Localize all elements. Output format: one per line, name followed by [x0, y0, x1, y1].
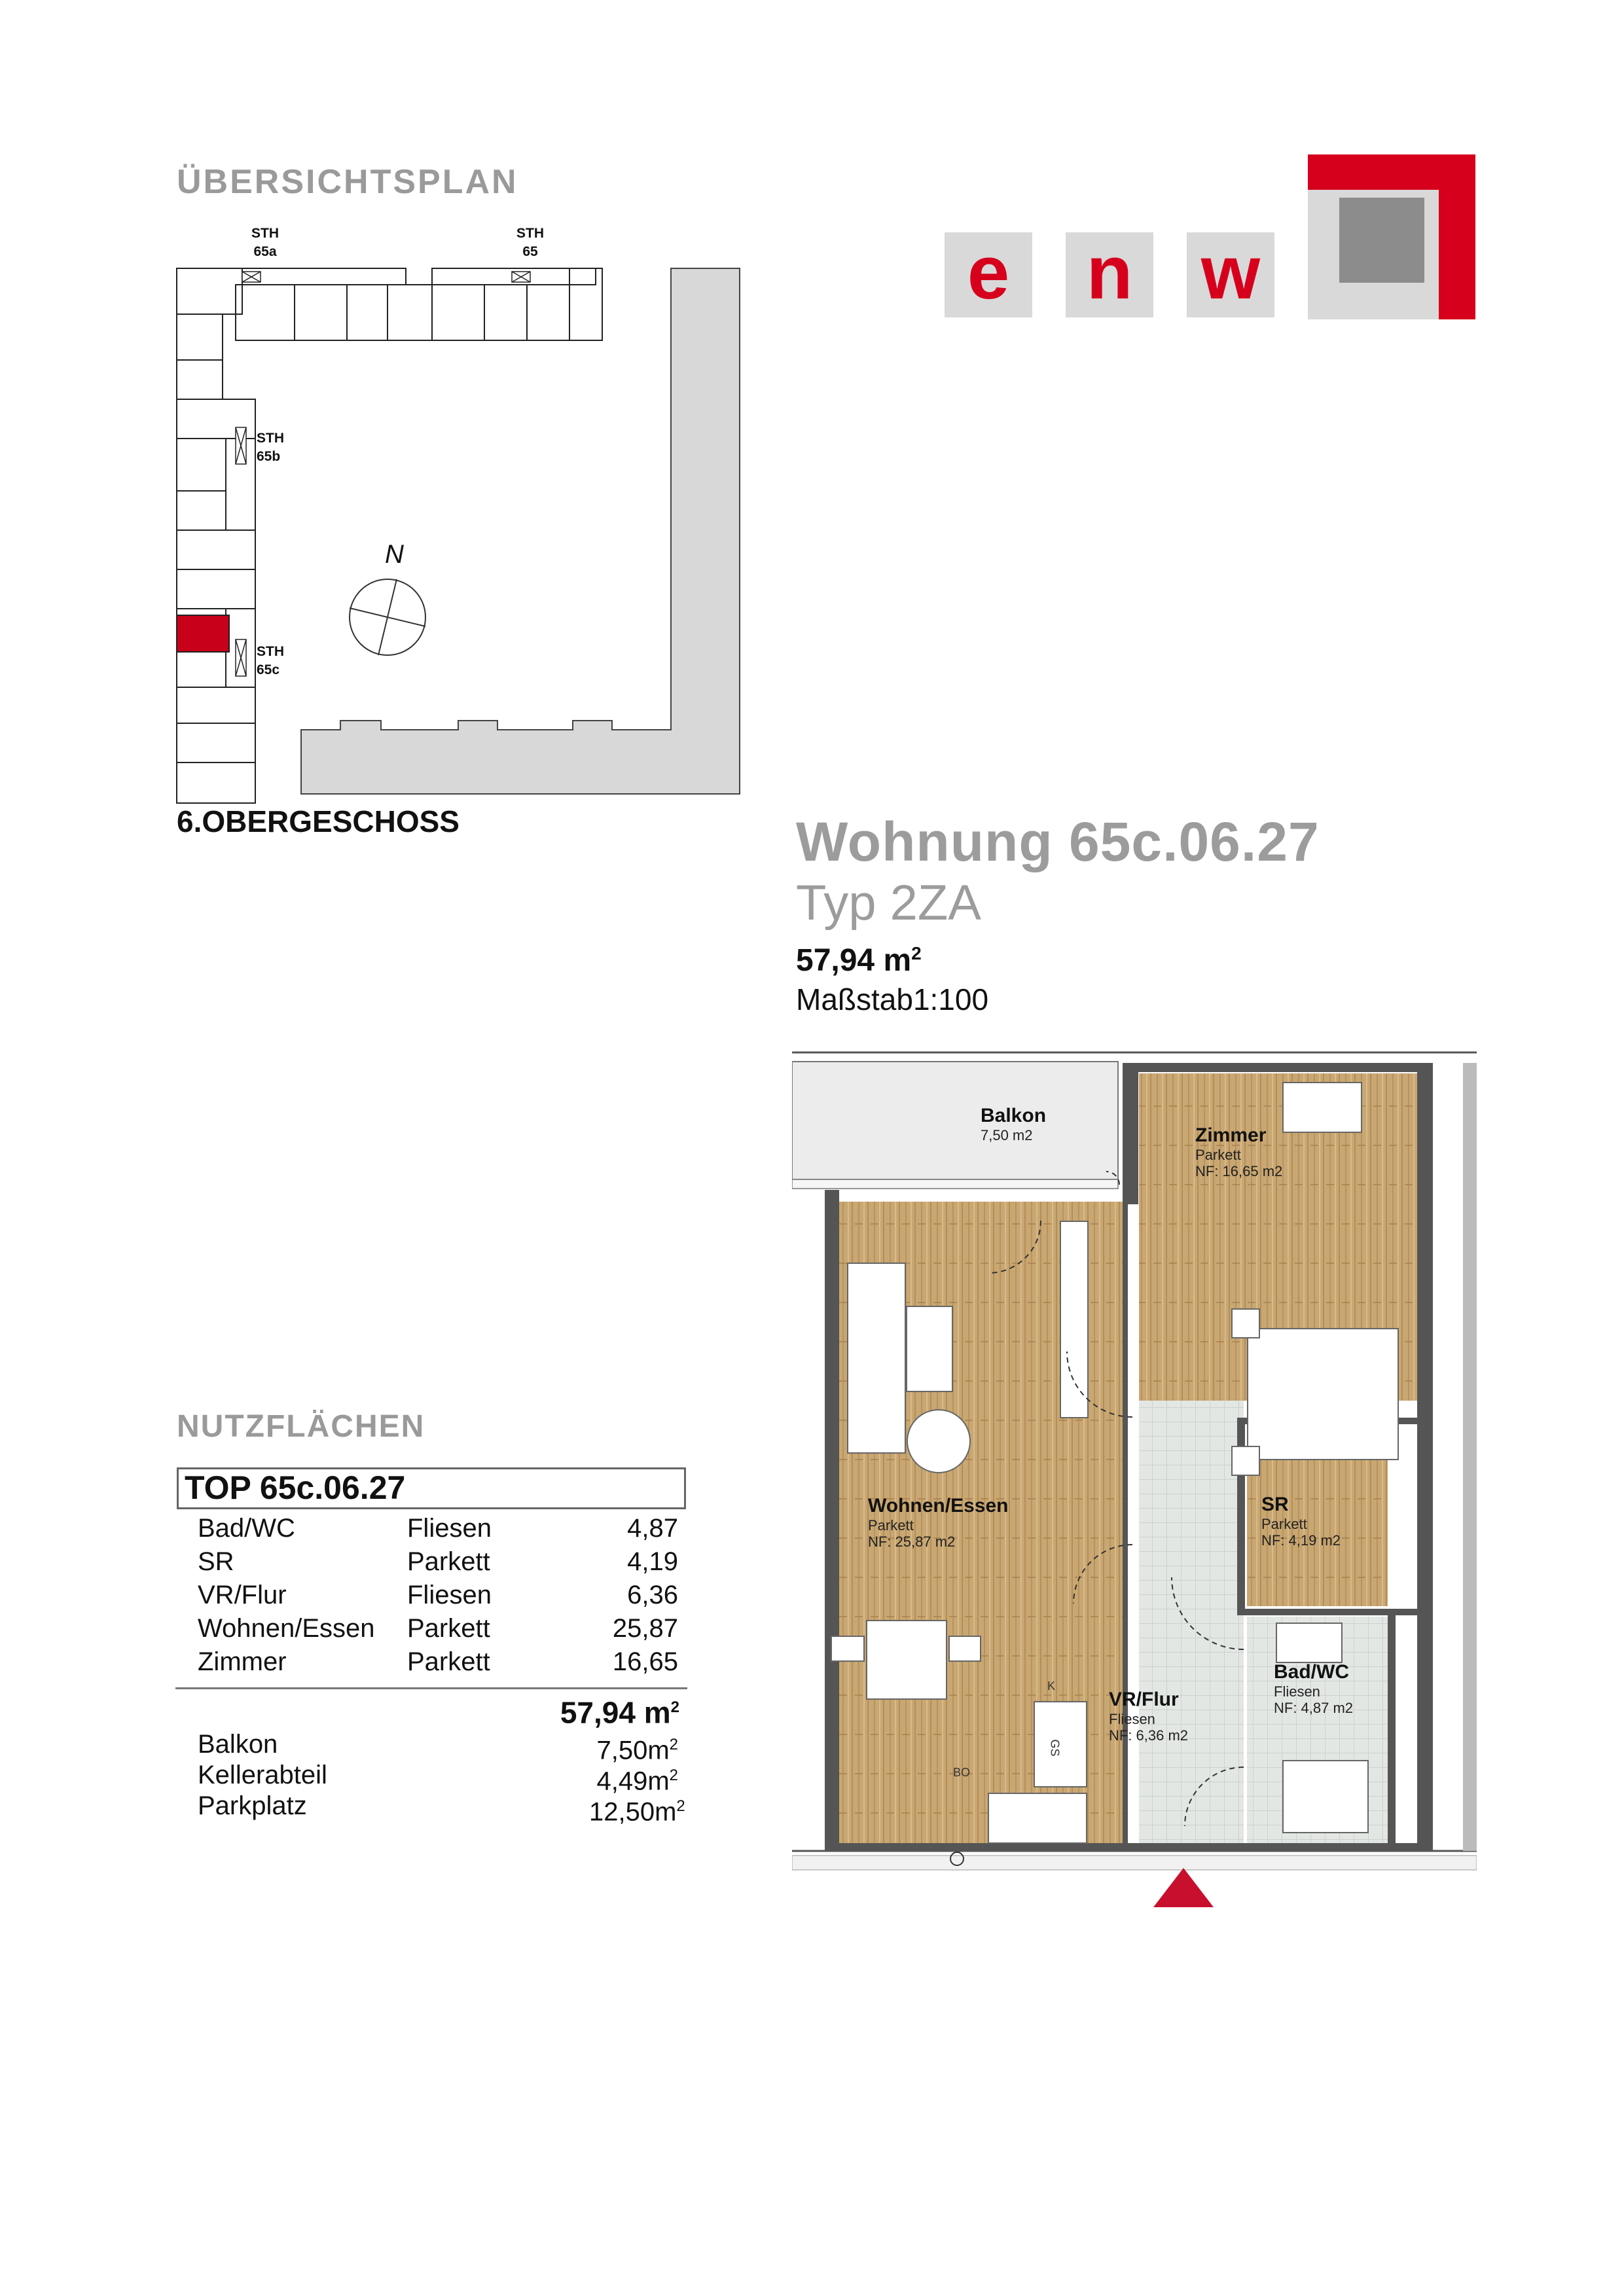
- area-row-value: 16,65: [612, 1647, 678, 1676]
- area-row-name: VR/Flur: [198, 1581, 287, 1609]
- fixture-label-gs: GS: [1048, 1739, 1062, 1757]
- room-name: Wohnen/Essen: [868, 1495, 1009, 1516]
- fixture-label-bo: BO: [953, 1766, 971, 1779]
- room-material: Parkett: [1261, 1516, 1307, 1532]
- area-row-value: 4,87: [627, 1514, 678, 1543]
- extra-value: 12,50m: [589, 1797, 677, 1827]
- nutzflaechen-title: NUTZFLÄCHEN: [177, 1409, 425, 1444]
- stair-label-line: 65a: [253, 244, 277, 259]
- area-row-name: SR: [198, 1547, 234, 1576]
- area-total-unit-sup: 2: [670, 1698, 679, 1716]
- logo-letter-e-box: [945, 232, 1032, 317]
- room-label-vr-flur: [1109, 1689, 1188, 1744]
- entrance-arrow-icon: [1151, 1865, 1216, 1911]
- room-material: Parkett: [868, 1517, 914, 1534]
- room-label-sr: [1261, 1494, 1341, 1549]
- stair-label-line: STH: [257, 431, 284, 446]
- room-area: NF: 4,87 m2: [1274, 1700, 1354, 1716]
- extra-value: 7,50m: [596, 1736, 670, 1765]
- stair-label-line: 65: [522, 244, 538, 259]
- extra-unit-sup: 2: [676, 1797, 685, 1815]
- room-area: NF: 16,65 m2: [1195, 1163, 1283, 1179]
- logo-letter: n: [1086, 230, 1133, 315]
- logo-letter: e: [967, 230, 1010, 315]
- room-label-wohnen-essen: [868, 1495, 1008, 1550]
- north-label: N: [385, 540, 404, 569]
- area-row-material: Fliesen: [407, 1514, 492, 1543]
- room-label-bad-wc: [1274, 1661, 1353, 1716]
- overview-title: ÜBERSICHTSPLAN: [177, 163, 518, 201]
- apartment-title: Wohnung 65c.06.27: [796, 811, 1320, 872]
- area-row-name: Wohnen/Essen: [198, 1614, 375, 1643]
- apartment-area-value: 57,94 m: [796, 943, 912, 978]
- room-label-balkon: [981, 1105, 1046, 1143]
- area-row-value: 4,19: [627, 1547, 678, 1576]
- room-area: NF: 25,87 m2: [868, 1534, 956, 1550]
- extra-row-name: Kellerabteil: [198, 1761, 327, 1789]
- apartment-area-unit-sup: 2: [911, 943, 922, 963]
- stair-label-line: STH: [251, 226, 279, 241]
- room-material: Parkett: [1195, 1147, 1241, 1163]
- area-row-value: 25,87: [612, 1614, 678, 1643]
- area-total: [511, 1687, 679, 1732]
- stair-label-65: [511, 224, 550, 261]
- top-label: TOP 65c.06.27: [185, 1469, 406, 1506]
- stair-label-65a: [245, 224, 285, 261]
- extra-row-name: Parkplatz: [198, 1791, 307, 1820]
- stair-label-line: 65c: [257, 662, 280, 677]
- room-name: Bad/WC: [1274, 1661, 1349, 1683]
- extra-row-value: [589, 1760, 678, 1796]
- extra-row-name: Balkon: [198, 1730, 278, 1759]
- room-material: Fliesen: [1109, 1711, 1155, 1727]
- room-label-zimmer: [1195, 1124, 1282, 1179]
- extra-row-value: [589, 1729, 678, 1765]
- extra-row-value: [589, 1791, 685, 1827]
- fixture-label-k: K: [1047, 1679, 1056, 1693]
- logo-letter: w: [1200, 230, 1261, 315]
- area-row-name: Zimmer: [198, 1647, 287, 1676]
- logo-letter-w-box: [1187, 232, 1274, 317]
- area-row-material: Fliesen: [407, 1581, 492, 1609]
- floor-label: 6.OBERGESCHOSS: [177, 804, 460, 838]
- area-row-material: Parkett: [407, 1614, 490, 1643]
- room-name: Balkon: [981, 1105, 1047, 1126]
- logo-mark-icon: [1308, 154, 1475, 319]
- room-name: Zimmer: [1195, 1124, 1267, 1146]
- apartment-area: [796, 942, 922, 978]
- area-row-name: Bad/WC: [198, 1514, 295, 1543]
- logo-letter-n-box: [1066, 232, 1153, 317]
- extra-unit-sup: 2: [669, 1767, 678, 1784]
- extra-unit-sup: 2: [669, 1736, 678, 1753]
- room-name: VR/Flur: [1109, 1689, 1179, 1710]
- room-name: SR: [1261, 1494, 1289, 1515]
- apartment-type: Typ 2ZA: [796, 875, 981, 931]
- stair-label-65c: [257, 643, 296, 679]
- area-total-value: 57,94 m: [560, 1695, 671, 1730]
- overview-site-plan: [170, 259, 759, 808]
- stair-label-line: STH: [257, 644, 284, 659]
- apartment-floor-plan: [792, 1047, 1477, 1924]
- apartment-scale: Maßstab1:100: [796, 982, 989, 1016]
- stair-label-65b: [257, 429, 296, 466]
- room-area: NF: 6,36 m2: [1109, 1727, 1189, 1744]
- stair-label-line: 65b: [257, 449, 281, 464]
- area-row-value: 6,36: [627, 1581, 678, 1609]
- room-area: NF: 4,19 m2: [1261, 1532, 1341, 1549]
- stair-label-line: STH: [516, 226, 544, 241]
- room-area: 7,50 m2: [981, 1127, 1033, 1143]
- extra-value: 4,49m: [596, 1767, 670, 1796]
- area-row-material: Parkett: [407, 1547, 490, 1576]
- room-material: Fliesen: [1274, 1683, 1320, 1700]
- area-row-material: Parkett: [407, 1647, 490, 1676]
